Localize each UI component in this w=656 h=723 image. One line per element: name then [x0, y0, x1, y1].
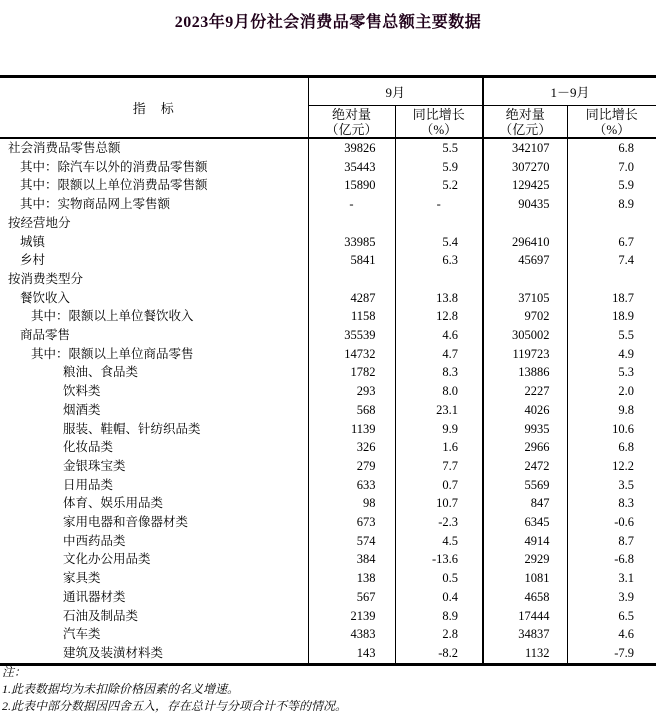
row-value: 1.6: [395, 438, 483, 457]
row-value: 5.9: [567, 176, 656, 195]
row-value: 2472: [483, 457, 567, 476]
row-value: 0.7: [395, 476, 483, 495]
table-row: [0, 251, 656, 270]
col-header-indicator: 指 标: [0, 77, 308, 139]
row-value: 2139: [308, 607, 395, 626]
row-value: 2.8: [395, 625, 483, 644]
col-header-cumulative-absolute: [483, 106, 567, 139]
col-header-month-absolute: [308, 106, 395, 139]
row-indicator-label: 化妆品类: [63, 440, 114, 455]
row-value: 305002: [483, 326, 567, 345]
row-value: 10.7: [395, 494, 483, 513]
row-value: 10.6: [567, 420, 656, 439]
row-indicator-label: 商品零售: [20, 328, 71, 343]
row-value: 7.4: [567, 251, 656, 270]
row-value: 7.0: [567, 158, 656, 177]
table-row: [0, 158, 656, 177]
row-indicator-label: 日用品类: [63, 477, 114, 492]
row-value: 129425: [483, 176, 567, 195]
row-indicator-label: 汽车类: [63, 627, 101, 642]
row-value: 6345: [483, 513, 567, 532]
row-value: 4287: [308, 289, 395, 308]
row-value: 12.8: [395, 307, 483, 326]
row-indicator-label: 饮料类: [63, 384, 101, 399]
row-value: 14732: [308, 345, 395, 364]
row-indicator-label: 金银珠宝类: [63, 458, 126, 473]
row-value: 4.7: [395, 345, 483, 364]
table-row: [0, 607, 656, 626]
row-value: 1081: [483, 569, 567, 588]
table-row: [0, 550, 656, 569]
row-indicator-label: 文化办公用品类: [63, 552, 151, 567]
row-indicator-label: 其中：除汽车以外的消费品零售额: [20, 159, 208, 174]
row-value: [483, 214, 567, 233]
footnote-line-1: 1.此表数据均为未扣除价格因素的名义增速。: [2, 682, 240, 696]
row-value: 8.9: [567, 195, 656, 214]
row-value: 8.0: [395, 382, 483, 401]
row-value: 279: [308, 457, 395, 476]
row-value: 6.7: [567, 233, 656, 252]
table-row: [0, 476, 656, 495]
row-value: 1132: [483, 644, 567, 664]
row-value: 23.1: [395, 401, 483, 420]
row-value: 3.9: [567, 588, 656, 607]
row-value: 119723: [483, 345, 567, 364]
row-indicator-label: 按消费类型分: [8, 271, 84, 286]
row-value: 35443: [308, 158, 395, 177]
row-value: 4.9: [567, 345, 656, 364]
row-value: [395, 270, 483, 289]
row-value: 5.4: [395, 233, 483, 252]
row-value: 90435: [483, 195, 567, 214]
row-indicator-label: 通讯器材类: [63, 589, 126, 604]
table-row: [0, 588, 656, 607]
col-header-september: 9月: [308, 77, 483, 106]
row-value: 2.0: [567, 382, 656, 401]
table-row: [0, 401, 656, 420]
row-value: 307270: [483, 158, 567, 177]
footnotes: [2, 664, 652, 715]
table-row: [0, 625, 656, 644]
table-row: [0, 494, 656, 513]
table-row: [0, 195, 656, 214]
table-row: [0, 644, 656, 664]
table-row: [0, 233, 656, 252]
row-indicator-label: 建筑及装潢材料类: [63, 645, 164, 660]
row-value: -0.6: [567, 513, 656, 532]
row-value: [395, 214, 483, 233]
row-indicator-label: 其中：限额以上单位消费品零售额: [20, 178, 208, 193]
row-value: 847: [483, 494, 567, 513]
row-value: 633: [308, 476, 395, 495]
row-value: 4914: [483, 532, 567, 551]
table-row: [0, 270, 656, 289]
row-value: -6.8: [567, 550, 656, 569]
col-header-jan-to-sep: 1－9月: [483, 77, 656, 106]
absolute-amount-label: 绝对量: [331, 106, 371, 122]
table-row: [0, 345, 656, 364]
row-value: 8.9: [395, 607, 483, 626]
row-value: 12.2: [567, 457, 656, 476]
row-value: 34837: [483, 625, 567, 644]
row-value: 5.3: [567, 363, 656, 382]
row-value: -2.3: [395, 513, 483, 532]
row-value: 33985: [308, 233, 395, 252]
row-value: 9.9: [395, 420, 483, 439]
row-indicator-label: 服装、鞋帽、针纺织品类: [63, 421, 201, 436]
row-value: 4026: [483, 401, 567, 420]
row-indicator-label: 中西药品类: [63, 533, 126, 548]
row-value: 17444: [483, 607, 567, 626]
row-value: 4.5: [395, 532, 483, 551]
footnote-line-2: 2.此表中部分数据因四舍五入，存在总计与分项合计不等的情况。: [2, 699, 348, 713]
row-value: 2966: [483, 438, 567, 457]
row-indicator-label: 按经营地分: [8, 215, 71, 230]
yoy-growth-unit: （%）: [420, 121, 458, 137]
table-row: [0, 382, 656, 401]
row-value: 45697: [483, 251, 567, 270]
row-indicator-label: 粮油、食品类: [63, 365, 139, 380]
row-value: 98: [308, 494, 395, 513]
table-row: [0, 138, 656, 158]
col-header-cumulative-yoy: [567, 106, 656, 139]
table-row: [0, 307, 656, 326]
row-indicator-label: 社会消费品零售总额: [8, 141, 121, 155]
row-value: 4.6: [567, 625, 656, 644]
row-value: 8.7: [567, 532, 656, 551]
table-row: [0, 176, 656, 195]
absolute-amount-unit: （亿元）: [499, 121, 552, 137]
row-value: 0.5: [395, 569, 483, 588]
row-value: 0.4: [395, 588, 483, 607]
table-row: [0, 569, 656, 588]
row-value: 6.5: [567, 607, 656, 626]
row-value: 138: [308, 569, 395, 588]
row-indicator-label: 餐饮收入: [20, 290, 71, 305]
row-value: 3.5: [567, 476, 656, 495]
page-title: 2023年9月份社会消费品零售总额主要数据: [174, 14, 482, 31]
row-value: 4.6: [395, 326, 483, 345]
row-value: 8.3: [567, 494, 656, 513]
row-value: 5841: [308, 251, 395, 270]
absolute-amount-unit: （亿元）: [325, 121, 378, 137]
row-indicator-label: 其中：实物商品网上零售额: [20, 197, 171, 212]
row-value: 296410: [483, 233, 567, 252]
row-value: 6.3: [395, 251, 483, 270]
row-value: 1158: [308, 307, 395, 326]
row-value: 15890: [308, 176, 395, 195]
row-value: [308, 270, 395, 289]
row-value: 9935: [483, 420, 567, 439]
table-body: [0, 138, 656, 664]
row-value: 1139: [308, 420, 395, 439]
row-value: 8.3: [395, 363, 483, 382]
row-indicator-label: 家用电器和音像器材类: [63, 515, 189, 530]
row-value: 3.1: [567, 569, 656, 588]
row-value: 568: [308, 401, 395, 420]
row-value: 4658: [483, 588, 567, 607]
table-row: [0, 289, 656, 308]
col-header-month-yoy: [395, 106, 483, 139]
row-value: -: [308, 195, 395, 214]
table-row: [0, 513, 656, 532]
yoy-growth-label: 同比增长: [585, 106, 638, 122]
table-row: [0, 457, 656, 476]
row-indicator-label: 其中：限额以上单位餐饮收入: [31, 309, 194, 324]
row-value: [567, 214, 656, 233]
row-value: 293: [308, 382, 395, 401]
row-value: 384: [308, 550, 395, 569]
row-indicator-label: 乡村: [20, 253, 46, 268]
row-value: 9702: [483, 307, 567, 326]
header-row-periods: [0, 77, 656, 106]
row-value: 5569: [483, 476, 567, 495]
table-header: [0, 77, 656, 139]
row-value: 7.7: [395, 457, 483, 476]
row-value: 39826: [308, 138, 395, 158]
row-value: 13886: [483, 363, 567, 382]
row-indicator-label: 城镇: [20, 234, 46, 249]
row-value: 342107: [483, 138, 567, 158]
row-value: 5.9: [395, 158, 483, 177]
row-value: -: [395, 195, 483, 214]
row-value: 574: [308, 532, 395, 551]
row-value: 2227: [483, 382, 567, 401]
row-value: 673: [308, 513, 395, 532]
row-value: 567: [308, 588, 395, 607]
row-value: 1782: [308, 363, 395, 382]
row-value: 35539: [308, 326, 395, 345]
row-value: 5.5: [395, 138, 483, 158]
row-value: 18.9: [567, 307, 656, 326]
row-value: 4383: [308, 625, 395, 644]
row-value: 143: [308, 644, 395, 664]
row-value: -8.2: [395, 644, 483, 664]
row-indicator-label: 体育、娱乐用品类: [63, 496, 164, 511]
row-value: [308, 214, 395, 233]
table-row: [0, 532, 656, 551]
row-value: 5.5: [567, 326, 656, 345]
row-value: 9.8: [567, 401, 656, 420]
row-value: 5.2: [395, 176, 483, 195]
row-value: 6.8: [567, 438, 656, 457]
row-value: 326: [308, 438, 395, 457]
row-indicator-label: 烟酒类: [63, 402, 101, 417]
row-value: 37105: [483, 289, 567, 308]
table-row: [0, 438, 656, 457]
row-value: -13.6: [395, 550, 483, 569]
absolute-amount-label: 绝对量: [505, 106, 545, 122]
yoy-growth-unit: （%）: [593, 121, 631, 137]
yoy-growth-label: 同比增长: [412, 106, 465, 122]
row-value: 18.7: [567, 289, 656, 308]
row-value: -7.9: [567, 644, 656, 664]
table-row: [0, 363, 656, 382]
row-value: 13.8: [395, 289, 483, 308]
row-value: [567, 270, 656, 289]
row-value: 2929: [483, 550, 567, 569]
row-value: 6.8: [567, 138, 656, 158]
row-value: [483, 270, 567, 289]
row-indicator-label: 石油及制品类: [63, 608, 139, 623]
footnote-heading: 注：: [2, 665, 27, 679]
row-indicator-label: 家具类: [63, 571, 101, 586]
retail-sales-table: [0, 75, 656, 666]
table-row: [0, 214, 656, 233]
row-indicator-label: 其中：限额以上单位商品零售: [31, 346, 194, 361]
table-row: [0, 420, 656, 439]
table-row: [0, 326, 656, 345]
